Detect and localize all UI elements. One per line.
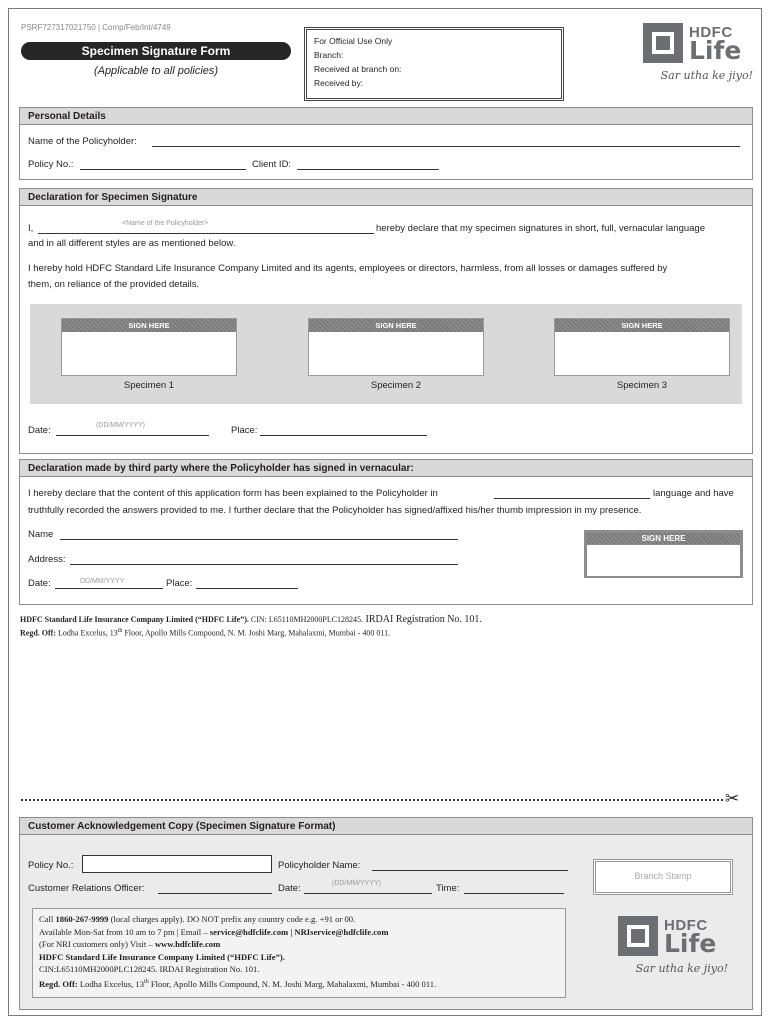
specimen-date-label: Date: bbox=[28, 425, 51, 436]
policy-no-field[interactable] bbox=[80, 169, 246, 170]
indemnity-text-2: them, on reliance of the provided details. bbox=[28, 279, 200, 290]
call-label: Call bbox=[39, 914, 56, 924]
contact-company-name: HDFC Standard Life Insurance Company Limited (“HDFC Life”). bbox=[39, 951, 285, 962]
contact-regd-sup: th bbox=[144, 978, 149, 985]
company-cin: CIN: L65110MH2000PLC128245. bbox=[248, 615, 364, 624]
contact-cin-line: CIN:L65110MH2000PLC128245. IRDAI Registration No. 101. bbox=[39, 964, 260, 975]
specimen-1-sign-box[interactable] bbox=[61, 318, 237, 376]
contact-regd-address-2: Floor, Apollo Mills Compound, N. M. Joshi Marg, Mahalaxmi, Mumbai - 400 011. bbox=[148, 978, 437, 989]
third-party-address-field[interactable] bbox=[70, 564, 458, 565]
contact-regd-line bbox=[39, 976, 559, 990]
ack-time-label: Time: bbox=[436, 883, 460, 894]
logo-square-icon bbox=[618, 916, 658, 956]
form-subtitle: (Applicable to all policies) bbox=[93, 65, 219, 77]
official-branch-label: Branch: bbox=[314, 50, 344, 60]
specimen-2-label: Specimen 2 bbox=[370, 380, 422, 391]
logo-life-text: Life bbox=[664, 929, 717, 958]
regd-office-address-2: Floor, Apollo Mills Compound, N. M. Joshi Marg, Mahalaxmi, Mumbai - 400 011. bbox=[122, 628, 391, 638]
policyholder-name-label: Name of the Policyholder: bbox=[28, 136, 137, 147]
scissors-icon: ✂ bbox=[725, 789, 740, 809]
specimen-date-field[interactable] bbox=[56, 435, 209, 436]
logo-life-text: Life bbox=[689, 36, 742, 65]
hdfc-life-logo bbox=[643, 23, 753, 85]
ack-policyholder-name-label: Policyholder Name: bbox=[278, 860, 361, 871]
third-party-sign-area bbox=[587, 545, 740, 576]
declaration-i-label: I, bbox=[28, 223, 34, 234]
third-party-sign-box[interactable] bbox=[584, 530, 743, 578]
specimen-place-label: Place: bbox=[231, 425, 258, 436]
specimen-2-sign-box[interactable] bbox=[308, 318, 484, 376]
hdfc-life-logo-footer bbox=[618, 916, 728, 978]
contact-regd-address: Lodha Excelus, 13 bbox=[77, 978, 145, 989]
ack-policy-no-field[interactable] bbox=[82, 855, 272, 873]
specimen-1-label: Specimen 1 bbox=[123, 380, 175, 391]
acknowledgement-heading: Customer Acknowledgement Copy (Specimen Signature Format) bbox=[20, 818, 752, 835]
cut-line bbox=[21, 799, 723, 801]
ack-policy-no-label: Policy No.: bbox=[28, 860, 74, 871]
third-party-declaration-section bbox=[19, 459, 753, 605]
vernacular-language-field[interactable] bbox=[494, 498, 650, 499]
official-received-by-label: Received by: bbox=[314, 78, 364, 88]
ack-date-field[interactable] bbox=[304, 893, 432, 894]
logo-tagline: Sar utha ke jiyo! bbox=[635, 962, 728, 975]
ack-date-label: Date: bbox=[278, 883, 301, 894]
specimen-3-label: Specimen 3 bbox=[616, 380, 668, 391]
third-party-heading: Declaration made by third party where the Policyholder has signed in vernacular: bbox=[20, 460, 752, 477]
client-id-field[interactable] bbox=[297, 169, 439, 170]
personal-details-heading: Personal Details bbox=[20, 108, 752, 125]
nri-email-link[interactable]: NRIservice@hdfclife.com bbox=[294, 926, 389, 937]
registration-line-2 bbox=[20, 628, 390, 638]
declarant-name-hint: <Name of the Policyholder> bbox=[122, 220, 209, 227]
availability-text: Available Mon-Sat from 10 am to 7 pm | Email – bbox=[39, 926, 210, 937]
third-party-text-1a: I hereby declare that the content of this application form has been explained to the Policyholder in bbox=[28, 488, 438, 499]
contact-info-box bbox=[32, 908, 566, 998]
logo-hdfc-text: HDFC bbox=[664, 917, 708, 934]
official-use-title: For Official Use Only bbox=[314, 36, 393, 46]
third-party-name-label: Name bbox=[28, 529, 54, 540]
website-link[interactable]: www.hdfclife.com bbox=[154, 939, 221, 950]
ack-time-field[interactable] bbox=[464, 893, 564, 894]
regd-office-sup: th bbox=[117, 628, 123, 634]
ack-date-hint: (DD/MM/YYYY) bbox=[332, 880, 381, 887]
policyholder-name-field[interactable] bbox=[152, 146, 740, 147]
declarant-name-field[interactable] bbox=[38, 233, 374, 234]
official-received-on-label: Received at branch on: bbox=[314, 64, 402, 74]
ack-cro-field[interactable] bbox=[158, 893, 272, 894]
specimen-date-hint: (DD/MM/YYYY) bbox=[96, 422, 145, 429]
indemnity-text-1: I hereby hold HDFC Standard Life Insurance Company Limited and its agents, employees or directors, harmless, from all losses or damages suffered by bbox=[28, 263, 668, 274]
reference-code: PSRF727317021750 | Comp/Feb/Int/4749 bbox=[21, 23, 171, 32]
irdai-registration: IRDAI Registration No. 101. bbox=[363, 614, 482, 625]
form-page bbox=[8, 8, 762, 1016]
call-number: 1860-267-9999 bbox=[55, 914, 109, 924]
contact-call-line bbox=[39, 913, 559, 926]
third-party-text-1b: language and have bbox=[653, 488, 734, 499]
company-name: HDFC Standard Life Insurance Company Limited (“HDFC Life”). bbox=[20, 615, 249, 624]
sign-here-label: SIGN HERE bbox=[587, 533, 740, 544]
official-use-box bbox=[304, 27, 564, 101]
nri-visit-text: (For NRI customers only) Visit – bbox=[39, 939, 155, 950]
specimen-declaration-heading: Declaration for Specimen Signature bbox=[20, 189, 752, 206]
third-party-place-field[interactable] bbox=[196, 588, 298, 589]
specimen-declaration-section bbox=[19, 188, 753, 454]
sign-here-label: SIGN HERE bbox=[309, 319, 483, 332]
specimen-3-sign-box[interactable] bbox=[554, 318, 730, 376]
declaration-text-2: and in all different styles are as mentioned below. bbox=[28, 238, 236, 249]
policy-no-label: Policy No.: bbox=[28, 159, 74, 170]
third-party-date-label: Date: bbox=[28, 578, 51, 589]
client-id-label: Client ID: bbox=[252, 159, 292, 170]
form-title: Specimen Signature Form bbox=[21, 42, 291, 60]
contact-email-line bbox=[39, 926, 559, 939]
personal-details-section bbox=[19, 107, 753, 180]
third-party-address-label: Address: bbox=[28, 554, 66, 565]
registration-line-1 bbox=[20, 614, 482, 625]
specimen-place-field[interactable] bbox=[260, 435, 427, 436]
regd-office-address: Lodha Excelus, 13 bbox=[56, 628, 118, 638]
acknowledgement-section bbox=[19, 817, 753, 1010]
logo-tagline: Sar utha ke jiyo! bbox=[660, 69, 753, 82]
logo-square-icon bbox=[643, 23, 683, 63]
call-note: (local charges apply). DO NOT prefix any country code e.g. +91 or 00. bbox=[108, 914, 356, 924]
service-email-link[interactable]: service@hdfclife.com bbox=[209, 926, 289, 937]
third-party-text-2: truthfully recorded the answers provided to me. I further declare that the Policyholder has signed/affixed his/her thumb impression in my presence. bbox=[28, 505, 642, 516]
contact-nri-line bbox=[39, 938, 559, 951]
sign-here-label: SIGN HERE bbox=[555, 319, 729, 332]
ack-cro-label: Customer Relations Officer: bbox=[28, 883, 145, 894]
regd-office-label: Regd. Off: bbox=[20, 628, 56, 638]
third-party-place-label: Place: bbox=[166, 578, 193, 589]
ack-policyholder-name-field[interactable] bbox=[372, 870, 568, 871]
declaration-text-1: hereby declare that my specimen signatures in short, full, vernacular language bbox=[376, 223, 705, 234]
branch-stamp-box: Branch Stamp bbox=[593, 859, 733, 895]
logo-hdfc-text: HDFC bbox=[689, 24, 733, 41]
email-separator: | bbox=[288, 926, 295, 937]
third-party-date-field[interactable] bbox=[55, 588, 163, 589]
contact-regd-label: Regd. Off: bbox=[39, 978, 78, 989]
specimen-signature-band bbox=[30, 304, 742, 404]
third-party-date-hint: DD/MM/YYYY bbox=[80, 578, 125, 585]
third-party-name-field[interactable] bbox=[60, 539, 458, 540]
sign-here-label: SIGN HERE bbox=[62, 319, 236, 332]
